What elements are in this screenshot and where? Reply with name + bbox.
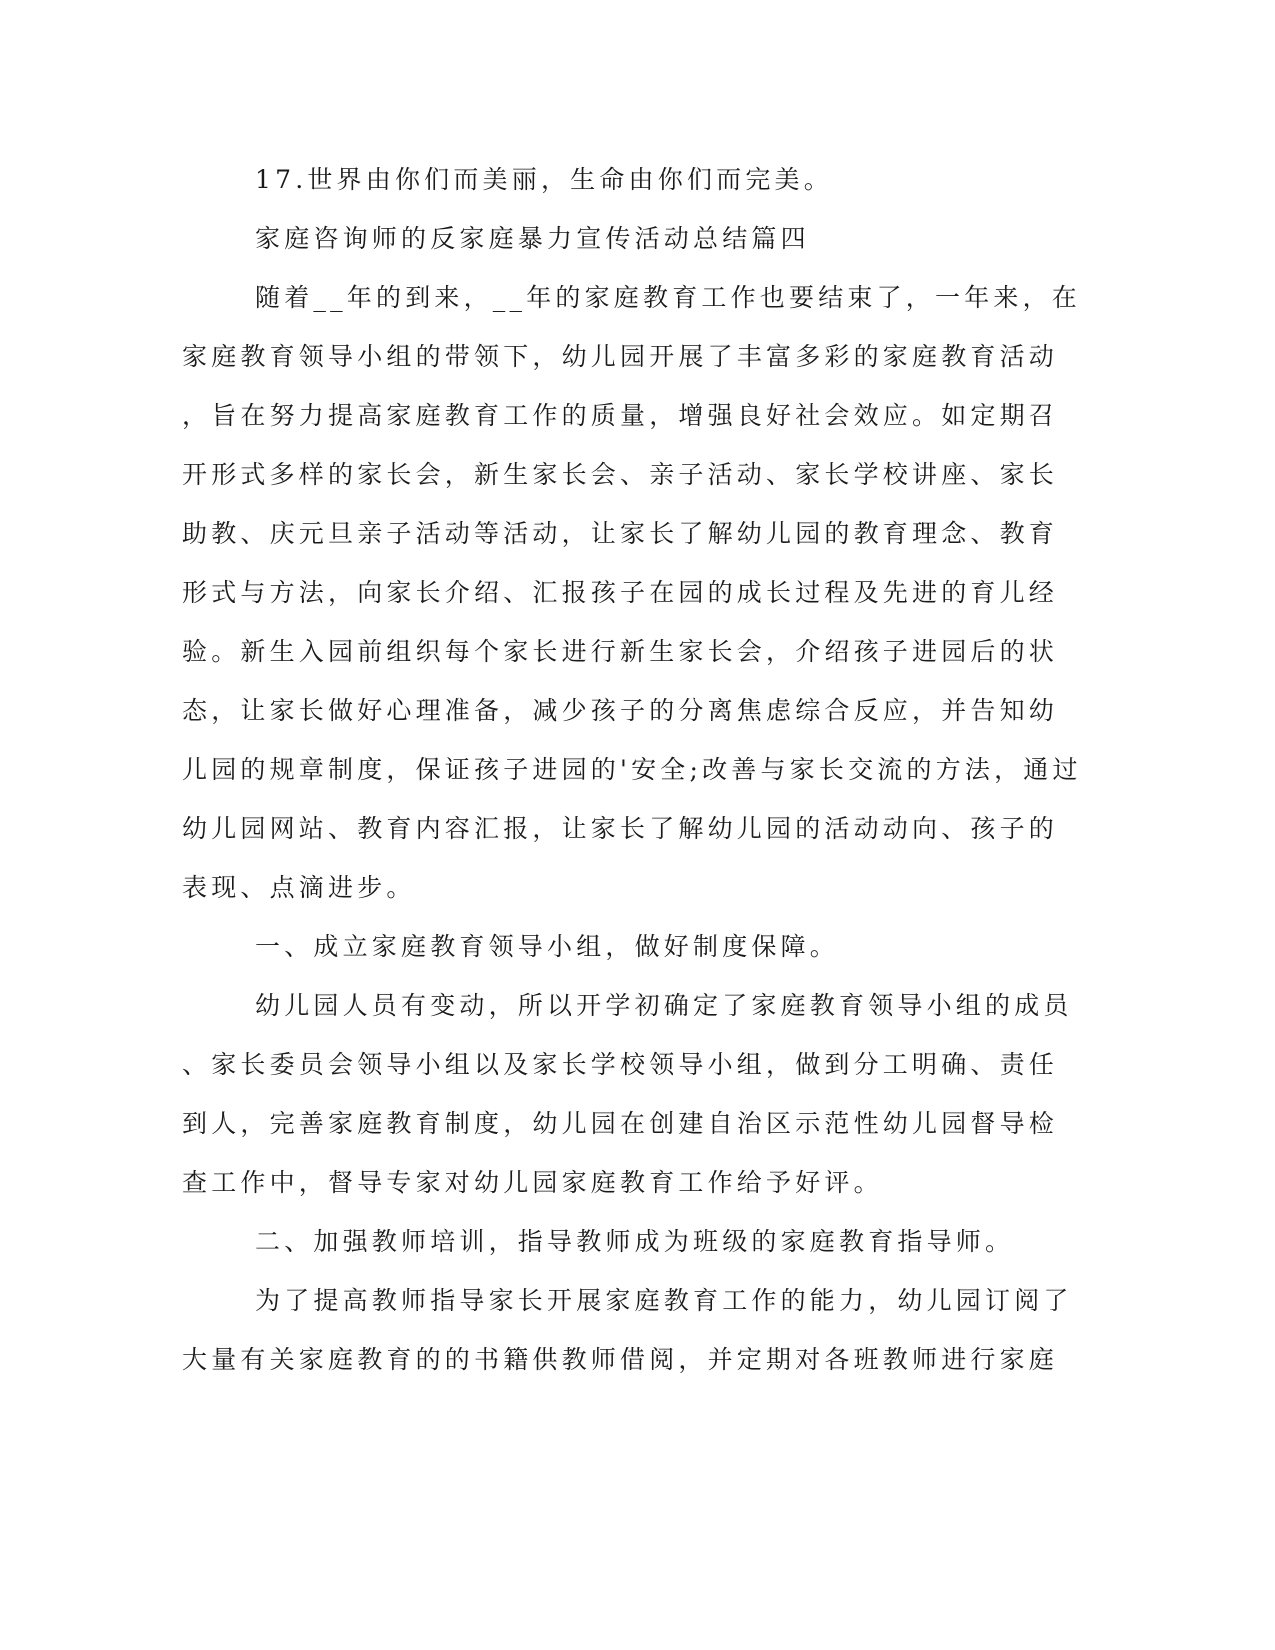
text-line: 形式与方法，向家长介绍、汇报孩子在园的成长过程及先进的育儿经 [182, 578, 1059, 607]
text-line: 验。新生入园前组织每个家长进行新生家长会，介绍孩子进园后的状 [182, 637, 1059, 666]
text-line: 儿园的规章制度，保证孩子进园的'安全;改善与家长交流的方法，通过 [182, 755, 1082, 784]
subheading-1: 一、成立家庭教育领导小组，做好制度保障。 [255, 932, 840, 961]
section-heading: 家庭咨询师的反家庭暴力宣传活动总结篇四 [255, 224, 810, 253]
subheading-2: 二、加强教师培训，指导教师成为班级的家庭教育指导师。 [255, 1227, 1015, 1256]
text-line: 17.世界由你们而美丽，生命由你们而完美。 [255, 165, 833, 194]
text-line: 幼儿园人员有变动，所以开学初确定了家庭教育领导小组的成员 [255, 991, 1073, 1020]
text-line: 、家长委员会领导小组以及家长学校领导小组，做到分工明确、责任 [182, 1050, 1059, 1079]
text-line: 助教、庆元旦亲子活动等活动，让家长了解幼儿园的教育理念、教育 [182, 519, 1059, 548]
text-line: 到人，完善家庭教育制度，幼儿园在创建自治区示范性幼儿园督导检 [182, 1109, 1059, 1138]
text-line: 查工作中，督导专家对幼儿园家庭教育工作给予好评。 [182, 1168, 883, 1197]
text-line: ，旨在努力提高家庭教育工作的质量，增强良好社会效应。如定期召 [182, 401, 1059, 430]
text-line: 家庭教育领导小组的带领下，幼儿园开展了丰富多彩的家庭教育活动 [182, 342, 1059, 371]
text-line: 幼儿园网站、教育内容汇报，让家长了解幼儿园的活动动向、孩子的 [182, 814, 1059, 843]
text-line: 表现、点滴进步。 [182, 873, 416, 902]
text-line: 大量有关家庭教育的的书籍供教师借阅，并定期对各班教师进行家庭 [182, 1345, 1059, 1374]
text-line: 态，让家长做好心理准备，减少孩子的分离焦虑综合反应，并告知幼 [182, 696, 1059, 725]
text-line: 为了提高教师指导家长开展家庭教育工作的能力，幼儿园订阅了 [255, 1286, 1073, 1315]
text-line: 随着__年的到来，__年的家庭教育工作也要结束了，一年来，在 [255, 283, 1082, 312]
text-line: 开形式多样的家长会，新生家长会、亲子活动、家长学校讲座、家长 [182, 460, 1059, 489]
